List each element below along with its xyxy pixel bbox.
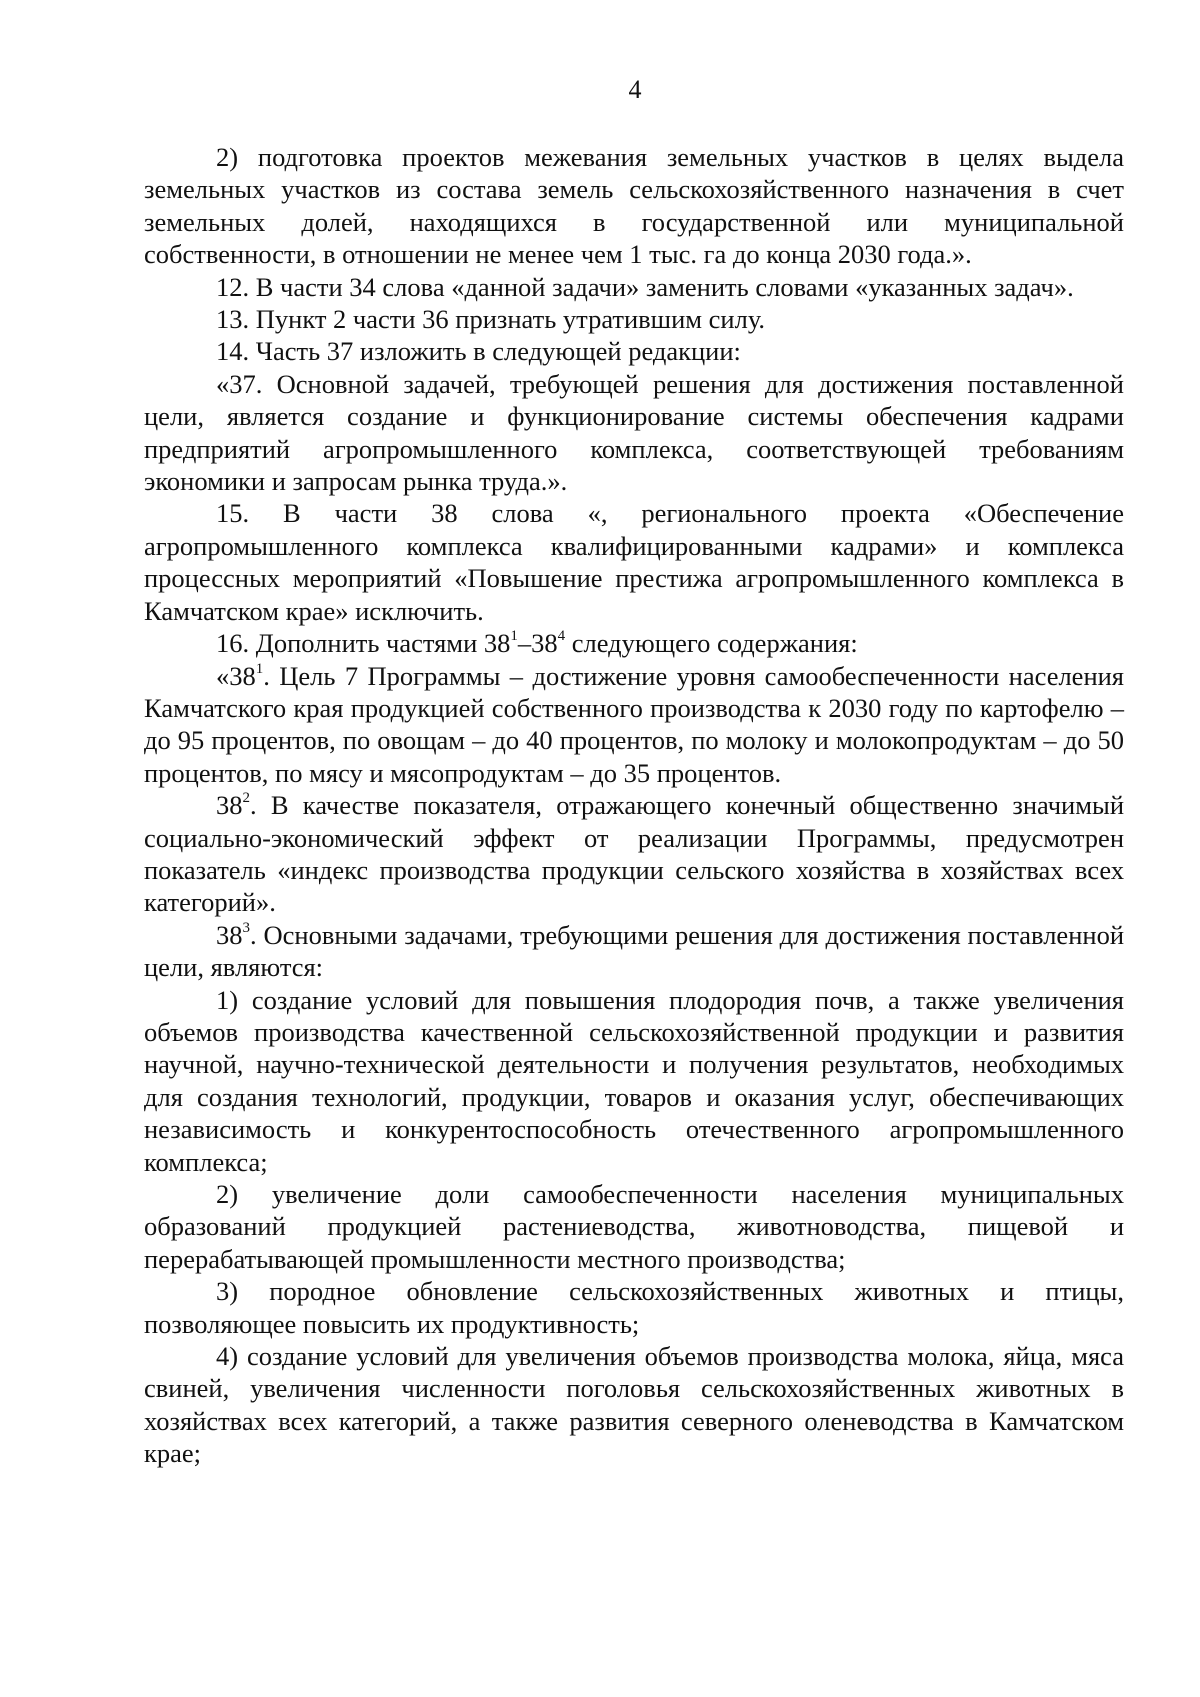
page-number: 4 <box>628 75 642 104</box>
superscript: 4 <box>557 628 566 645</box>
paragraph-text: следующего содержания: <box>565 628 858 659</box>
paragraph-task-2: 2) увеличение доли самообеспеченности населения муниципальных образований продукцией растениеводства, животноводства, пищевой и перерабатывающей промышленности местного производства; <box>144 1179 1124 1274</box>
paragraph-text: . Цель 7 Программы – достижение уровня самообеспеченности населения Камчатского края продукцией собственного производства к 2030 году по картофелю – до 95 процентов, по овощам – до 40 процентов, по молоку и молокопродуктам – до 50 процентов, по мясу и мясопродуктам – до 35 процентов. <box>144 660 1124 788</box>
paragraph-text: 38 <box>216 790 243 821</box>
paragraph-part-38-3 <box>144 919 1124 984</box>
paragraph-text: 16. Дополнить частями 38 <box>216 628 511 659</box>
paragraph-text: –38 <box>517 628 558 659</box>
paragraph-part-37: «37. Основной задачей, требующей решения для достижения поставленной цели, является создание и функционирование системы обеспечения кадрами предприятий агропромышленного комплекса, соответствующей требованиям экономики и запросам рынка труда.». <box>144 368 1124 497</box>
superscript: 3 <box>242 919 250 936</box>
paragraph-text: 38 <box>216 919 243 950</box>
paragraph-point-12: 12. В части 34 слова «данной задачи» заменить словами «указанных задач». <box>216 271 1074 302</box>
paragraph-part-38-1 <box>144 660 1124 790</box>
paragraph-point-16 <box>144 627 1124 659</box>
paragraph-part-38-2 <box>144 789 1124 919</box>
paragraph-task-1: 1) создание условий для повышения плодородия почв, а также увеличения объемов производства качественной сельскохозяйственной продукции и развития научной, научно-технической деятельности и получения результатов, необходимых для создания технологий, продукции, товаров и оказания услуг, обеспечивающих независимость и конкурентоспособность отечественного агропромышленного комплекса; <box>144 984 1124 1177</box>
superscript: 2 <box>242 790 250 807</box>
paragraph-point-15: 15. В части 38 слова «, регионального проекта «Обеспечение агропромышленного комплекса квалифицированными кадрами» и комплекса процессных мероприятий «Повышение престижа агропромышленного комплекса в Камчатском крае» исключить. <box>144 498 1124 626</box>
paragraph-point-14: 14. Часть 37 изложить в следующей редакции: <box>216 336 741 367</box>
paragraph-task-3: 3) породное обновление сельскохозяйственных животных и птицы, позволяющее повысить их продуктивность; <box>144 1276 1124 1339</box>
paragraph-point-13: 13. Пункт 2 части 36 признать утратившим силу. <box>216 304 766 335</box>
superscript: 1 <box>510 628 518 645</box>
paragraph-text: . В качестве показателя, отражающего конечный общественно значимый социально-экономический эффект от реализации Программы, предусмотрен показатель «индекс производства продукции сельского хозяйства в хозяйствах всех категорий». <box>144 790 1124 918</box>
paragraph-text: . Основными задачами, требующими решения для достижения поставленной цели, являются: <box>144 919 1124 983</box>
superscript: 1 <box>255 660 264 677</box>
paragraph-item-2: 2) подготовка проектов межевания земельных участков в целях выдела земельных участков из состава земель сельскохозяйственного назначения в счет земельных долей, находящихся в государственной или муниципальной собственности, в отношении не менее чем 1 тыс. га до конца 2030 года.». <box>144 142 1124 270</box>
document-body <box>144 141 1124 1470</box>
paragraph-text: «38 <box>216 660 256 691</box>
paragraph-task-4: 4) создание условий для увеличения объемов производства молока, яйца, мяса свиней, увеличения численности поголовья сельскохозяйственных животных в хозяйствах всех категорий, а также развития северного оленеводства в Камчатском крае; <box>144 1341 1124 1469</box>
